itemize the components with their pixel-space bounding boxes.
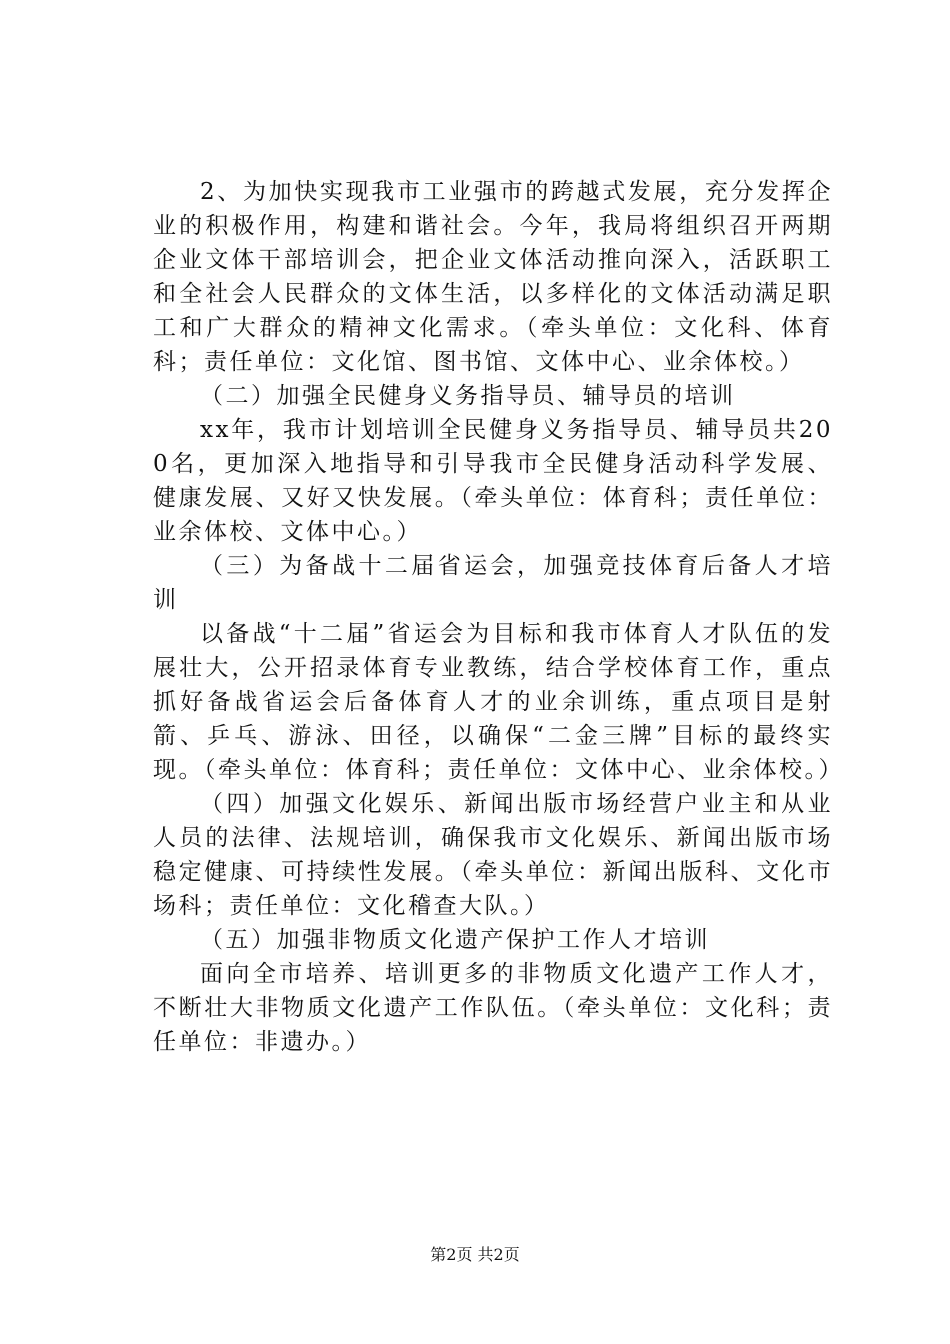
paragraph-heritage-talent-training: 面向全市培养、培训更多的非物质文化遗产工作人才，不断壮大非物质文化遗产工作队伍。（牵头单位：文化科；责任单位：非遗办。） [153,961,833,1055]
page-number-footer: 第2页 共2页 [430,1245,520,1264]
section-heading-fitness-instructors: （二）加强全民健身义务指导员、辅导员的培训 [200,383,736,409]
section-heading-intangible-heritage: （五）加强非物质文化遗产保护工作人才培训 [200,927,710,953]
section-heading-provincial-games: （三）为备战十二届省运会，加强竞技体育后备人才培训 [153,553,833,613]
paragraph-item-2-enterprise-training: 2、为加快实现我市工业强市的跨越式发展，充分发挥企业的积极作用，构建和谐社会。今年，我局将组织召开两期企业文体干部培训会，把企业文体活动推向深入，活跃职工和全社会人民群众的文体生活，以多样化的文体活动满足职工和广大群众的精神文化需求。（牵头单位：文化科、体育科；责任单位：文化馆、图书馆、文体中心、业余体校。） [153,179,833,375]
paragraph-fitness-instructor-plan: xx年，我市计划培训全民健身义务指导员、辅导员共200名，更加深入地指导和引导我市全民健身活动科学发展、健康发展、又好又快发展。（牵头单位：体育科；责任单位：业余体校、文体中心。） [153,417,833,545]
document-body [153,175,844,1059]
paragraph-reserve-talent-training: 以备战“十二届”省运会为目标和我市体育人才队伍的发展壮大，公开招录体育专业教练，结合学校体育工作，重点抓好备战省运会后备体育人才的业余训练，重点项目是射箭、乒乓、游泳、田径，以确保“二金三牌”目标的最终实现。（牵头单位：体育科；责任单位：文体中心、业余体校。） [153,621,844,783]
paragraph-market-operator-training: （四）加强文化娱乐、新闻出版市场经营户业主和从业人员的法律、法规培训，确保我市文化娱乐、新闻出版市场稳定健康、可持续性发展。（牵头单位：新闻出版科、文化市场科；责任单位：文化稽查大队。） [153,791,833,919]
